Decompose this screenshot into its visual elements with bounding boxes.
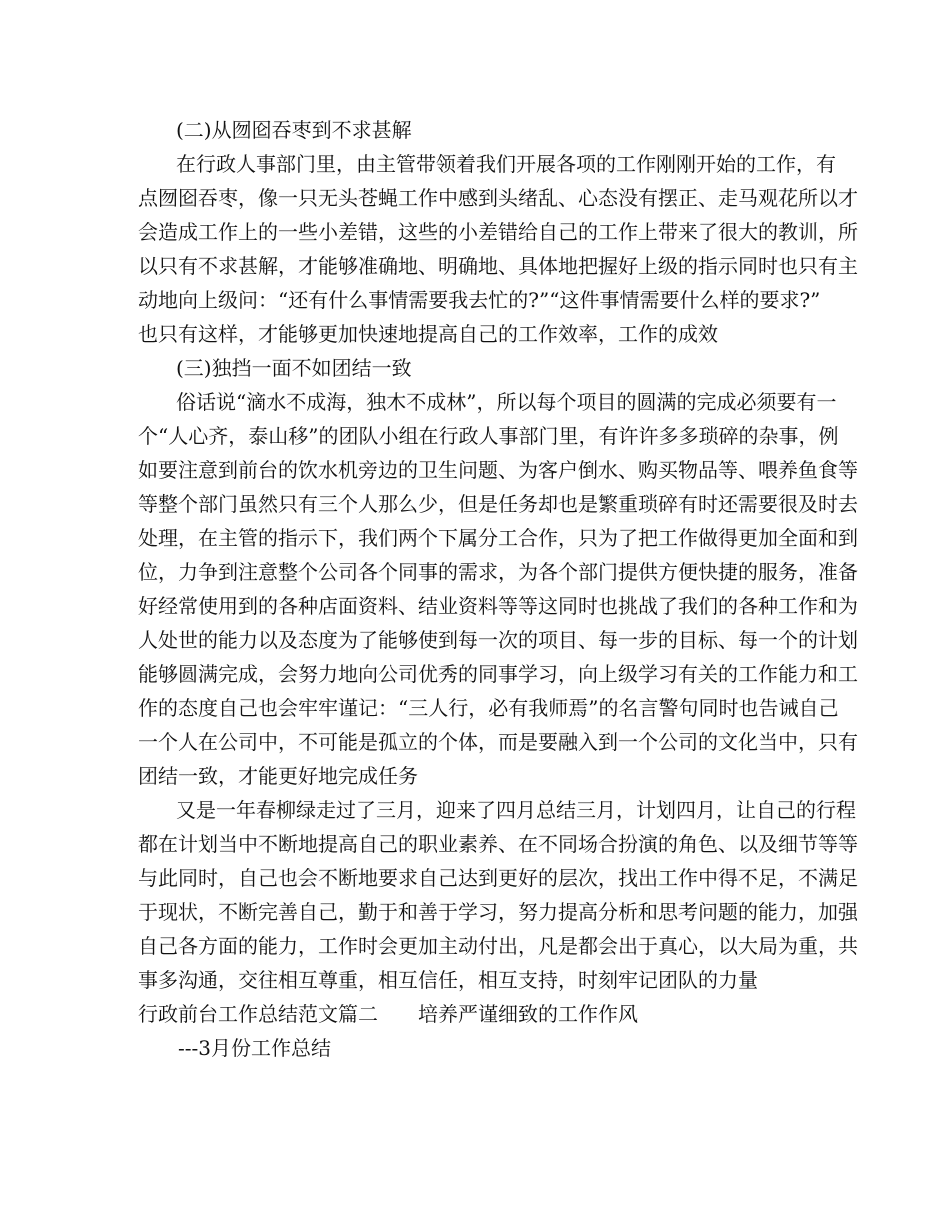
paragraph-line: 会 造 成 工 作 上 的 一 些 小 差 错 ， 这 些 的 小 差 错 给 自 己 的 工 作 上 带 来 了 很 大 的 教 训 ， 所 xyxy=(138,220,858,244)
paragraph-line: 在 行 政 人 事 部 门 里 ， 由 主 管 带 领 着 我 们 开 展 各 项 的 工 作 刚 刚 开 始 的 工 作 ， 有 xyxy=(176,152,836,176)
paragraph-line: 个 “ 人 心 齐 ， 泰 山 移 ” 的 团 队 小 组 在 行 政 人 事 部 门 里 ， 有 许 许 多 多 琐 碎 的 杂 事 ， 例 xyxy=(138,424,839,448)
paragraph-line: 团结一致，才能更好地完成任务 xyxy=(138,764,418,788)
paragraph-line: 能 够 圆 满 完 成 ， 会 努 力 地 向 公 司 优 秀 的 同 事 学 习 ， 向 上 级 学 习 有 关 的 工 作 能 力 和 工 xyxy=(138,662,858,686)
section-heading-2: (二)从囫囵吞枣到不求甚解 xyxy=(176,118,412,142)
paragraph-line: 如 要 注 意 到 前 台 的 饮 水 机 旁 边 的 卫 生 问 题 、 为 客 户 倒 水 、 购 买 物 品 等 、 喂 养 鱼 食 等 xyxy=(138,458,858,482)
paragraph-line: 又 是 一 年 春 柳 绿 走 过 了 三 月 ， 迎 来 了 四 月 总 结 三 月 ， 计 划 四 月 ， 让 自 己 的 行 程 xyxy=(176,798,856,822)
paragraph-line: 一 个 人 在 公 司 中 ， 不 可 能 是 孤 立 的 个 体 ， 而 是 要 融 入 到 一 个 公 司 的 文 化 当 中 ， 只 有 xyxy=(138,730,858,754)
paragraph-line: 事多沟通，交往相互尊重，相互信任，相互支持，时刻牢记团队的力量 xyxy=(138,968,758,992)
paragraph-line: 处 理 ， 在 主 管 的 指 示 下 ， 我 们 两 个 下 属 分 工 合 作 ， 只 为 了 把 工 作 做 得 更 加 全 面 和 到 xyxy=(138,526,858,550)
paragraph-line: 人 处 世 的 能 力 以 及 态 度 为 了 能 够 使 到 每 一 次 的 项 目 、 每 一 步 的 目 标 、 每 一 个 的 计 划 xyxy=(138,628,858,652)
paragraph-line: 于 现 状 ， 不 断 完 善 自 己 ， 勤 于 和 善 于 学 习 ， 努 力 提 高 分 析 和 思 考 问 题 的 能 力 ， 加 强 xyxy=(138,900,858,924)
paragraph-line: 自 己 各 方 面 的 能 力 ， 工 作 时 会 更 加 主 动 付 出 ， 凡 是 都 会 出 于 真 心 ， 以 大 局 为 重 ， 共 xyxy=(138,934,858,958)
paragraph-line: 都 在 计 划 当 中 不 断 地 提 高 自 己 的 职 业 素 养 、 在 不 同 场 合 扮 演 的 角 色 、 以 及 细 节 等 等 xyxy=(138,832,858,856)
paragraph-line: 以 只 有 不 求 甚 解 ， 才 能 够 准 确 地 、 明 确 地 、 具 体 地 把 握 好 上 级 的 指 示 同 时 也 只 有 主 xyxy=(138,254,858,278)
paragraph-line: 也只有这样，才能够更加快速地提高自己的工作效率，工作的成效 xyxy=(138,322,718,346)
article-title: 行政前台工作总结范文篇二 培养严谨细致的工作作风 xyxy=(138,1002,638,1026)
paragraph-line: 点 囫 囵 吞 枣 ， 像 一 只 无 头 苍 蝇 工 作 中 感 到 头 绪 乱 、 心 态 没 有 摆 正 、 走 马 观 花 所 以 才 xyxy=(138,186,858,210)
paragraph-line: 动 地 向 上 级 问 ： “ 还 有 什 么 事 情 需 要 我 去 忙 的 ? ” “ 这 件 事 情 需 要 什 么 样 的 要 求 ? ” xyxy=(138,288,821,312)
paragraph-line: 好 经 常 使 用 到 的 各 种 店 面 资 料 、 结 业 资 料 等 等 这 同 时 也 挑 战 了 我 们 的 各 种 工 作 和 为 xyxy=(138,594,858,618)
paragraph-line: 位 ， 力 争 到 注 意 整 个 公 司 各 个 同 事 的 需 求 ， 为 各 个 部 门 提 供 方 便 快 捷 的 服 务 ， 准 备 xyxy=(138,560,858,584)
paragraph-line: 俗 话 说 “ 滴 水 不 成 海 ， 独 木 不 成 林 ” ， 所 以 每 个 项 目 的 圆 满 的 完 成 必 须 要 有 一 xyxy=(176,390,837,414)
article-subtitle: ---3月份工作总结 xyxy=(178,1036,331,1060)
paragraph-line: 等 整 个 部 门 虽 然 只 有 三 个 人 那 么 少 ， 但 是 任 务 却 也 是 繁 重 琐 碎 有 时 还 需 要 很 及 时 去 xyxy=(138,492,858,516)
section-heading-3: (三)独挡一面不如团结一致 xyxy=(176,356,412,380)
paragraph-line: 作 的 态 度 自 己 也 会 牢 牢 谨 记 ： “ 三 人 行 ， 必 有 我 师 焉 ” 的 名 言 警 句 同 时 也 告 诫 自 己 xyxy=(138,696,839,720)
paragraph-line: 与 此 同 时 ， 自 己 也 会 不 断 地 要 求 自 己 达 到 更 好 的 层 次 ， 找 出 工 作 中 得 不 足 ， 不 满 足 xyxy=(138,866,858,890)
